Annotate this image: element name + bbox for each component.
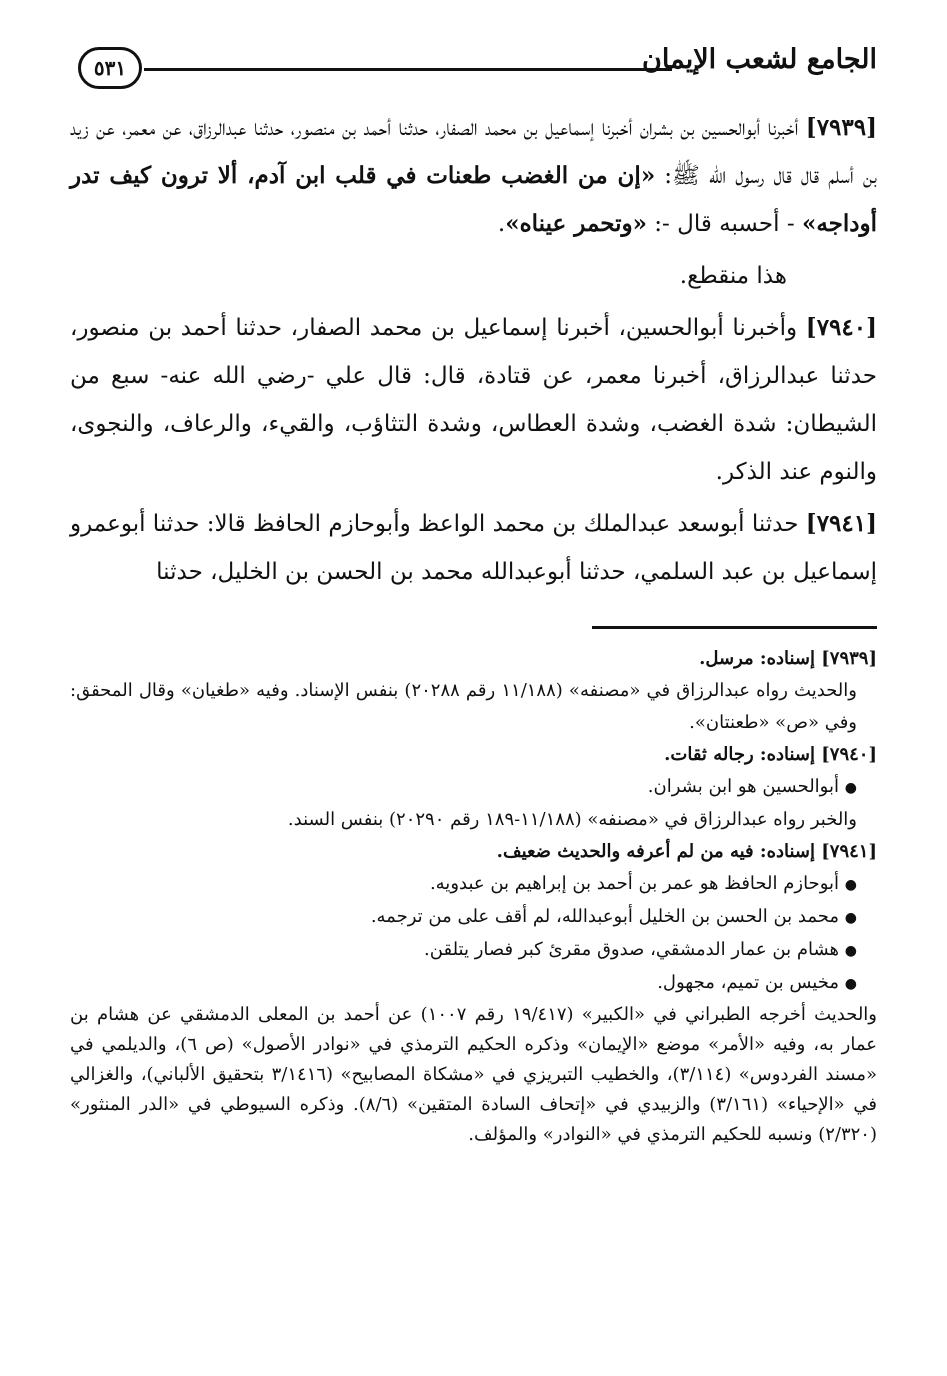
footnote-7940-head — [70, 739, 877, 771]
footnote-evaluation: فيه من لم أعرفه والحديث ضعيف. — [496, 841, 754, 862]
main-text — [70, 104, 877, 596]
header-rule — [144, 68, 672, 71]
footnote-evaluation: رجاله ثقات. — [664, 744, 754, 765]
bullet-icon: ● — [844, 780, 857, 796]
footnote-7940-list — [70, 771, 877, 804]
footnotes — [70, 643, 877, 1150]
bullet-icon: ● — [844, 910, 857, 926]
page-number: ٥٣١ — [78, 47, 142, 89]
list-item: ●مخيس بن تميم، مجهول. — [70, 967, 857, 1000]
author-comment: هذا منقطع. — [679, 263, 787, 289]
footnote-label: [٧٩٤٠] إسناده: — [753, 744, 877, 765]
hadith-number: [٧٩٤٠] — [805, 314, 877, 341]
footnote-7939-head — [70, 643, 877, 675]
footnote-evaluation: مرسل. — [699, 648, 754, 669]
running-header — [70, 34, 877, 104]
hadith-7941 — [70, 500, 877, 596]
hadith-isnad: أخبرنا أبوالحسين بن بشران أخبرنا إسماعيل بن محمد الصفار، حدثنا أحمد بن منصور، حدثنا عبدالرزاق، عن معمر، عن زيد بن أسلم قال قال رسول الله ﷺ: — [70, 115, 877, 189]
bullet-icon: ● — [844, 877, 857, 893]
hadith-matn-addition: «وتحمر عيناه» — [505, 210, 647, 237]
hadith-text: حدثنا أبوسعد عبدالملك بن محمد الواعظ وأبوحازم الحافظ قالا: حدثنا أبوعمرو إسماعيل بن عبد السلمي، حدثنا أبوعبدالله محمد بن الحسن بن الخليل، حدثنا — [70, 511, 877, 585]
hadith-number: [٧٩٣٩] — [805, 114, 877, 141]
hadith-7939 — [70, 104, 877, 248]
book-title: الجامع لشعب الإيمان — [642, 44, 877, 75]
footnote-7939-body: والحديث رواه عبدالرزاق في «مصنفه» (١١/١٨٨ رقم ٢٠٢٨٨) بنفس الإسناد. وفيه «طغيان» وقال المحقق: وفي «ص» «طعنتان». — [70, 680, 857, 733]
list-item: ●محمد بن الحسن بن الخليل أبوعبدالله، لم أقف على من ترجمه. — [70, 901, 857, 934]
footnote-7941-body: والحديث أخرجه الطبراني في «الكبير» (١٩/٤١٧ رقم ١٠٠٧) عن أحمد بن المعلى الدمشقي عن هشام بن عمار به، وفيه «الأمر» موضع «الإيمان» وذكره الحكيم الترمذي في «نوادر الأصول» (ص ٦)، والديلمي في «مسند الفردوس» (٣/١١٤)، والخطيب التبريزي في «مشكاة المصابيح» (٣/١٤١٦ بتحقيق الألباني)، والغزالي في «الإحياء» (٣/١٦١) والزبيدي في «إتحاف السادة المتقين» (٨/٦). وذكره السيوطي في «الدر المنثور» (٢/٣٢٠) ونسبه للحكيم الترمذي في «النوادر» والمؤلف. — [70, 1004, 878, 1145]
hadith-number: [٧٩٤١] — [805, 510, 877, 537]
hadith-text: وأخبرنا أبوالحسين، أخبرنا إسماعيل بن محمد الصفار، حدثنا أحمد بن منصور، حدثنا عبدالرزاق، أخبرنا معمر، عن قتادة، قال: قال علي -رضي الله عنه- سبع من الشيطان: شدة الغضب، وشدة العطاس، وشدة التثاؤب، والقيء، والرعاف، والنجوى، والنوم عند الذكر. — [70, 315, 877, 485]
list-item: ●هشام بن عمار الدمشقي، صدوق مقرئ كبر فصار يتلقن. — [70, 934, 857, 967]
hadith-7940 — [70, 304, 877, 496]
list-item: ●أبوالحسين هو ابن بشران. — [70, 771, 857, 804]
list-item: ●أبوحازم الحافظ هو عمر بن أحمد بن إبراهيم بن عبدويه. — [70, 868, 857, 901]
bullet-icon: ● — [844, 976, 857, 992]
footnote-label: [٧٩٣٩] إسناده: — [753, 648, 877, 669]
footnote-7940-body: والخبر رواه عبدالرزاق في «مصنفه» (١١/١٨٨-١٨٩ رقم ٢٠٢٩٠) بنفس السند. — [287, 809, 857, 830]
book-page — [70, 34, 877, 1150]
footnote-label: [٧٩٤١] إسناده: — [753, 841, 877, 862]
hadith-aside: - أحسبه قال -: — [646, 211, 802, 237]
footnote-separator — [592, 626, 877, 629]
hadith-matn: «إن من الغضب طعنات في قلب ابن آدم، ألا ترون كيف تدر أوداجه» — [70, 162, 877, 237]
bullet-icon: ● — [844, 943, 857, 959]
hadith-end: . — [497, 211, 506, 237]
footnote-7941-list — [70, 868, 877, 1000]
footnote-7941-head — [70, 836, 877, 868]
